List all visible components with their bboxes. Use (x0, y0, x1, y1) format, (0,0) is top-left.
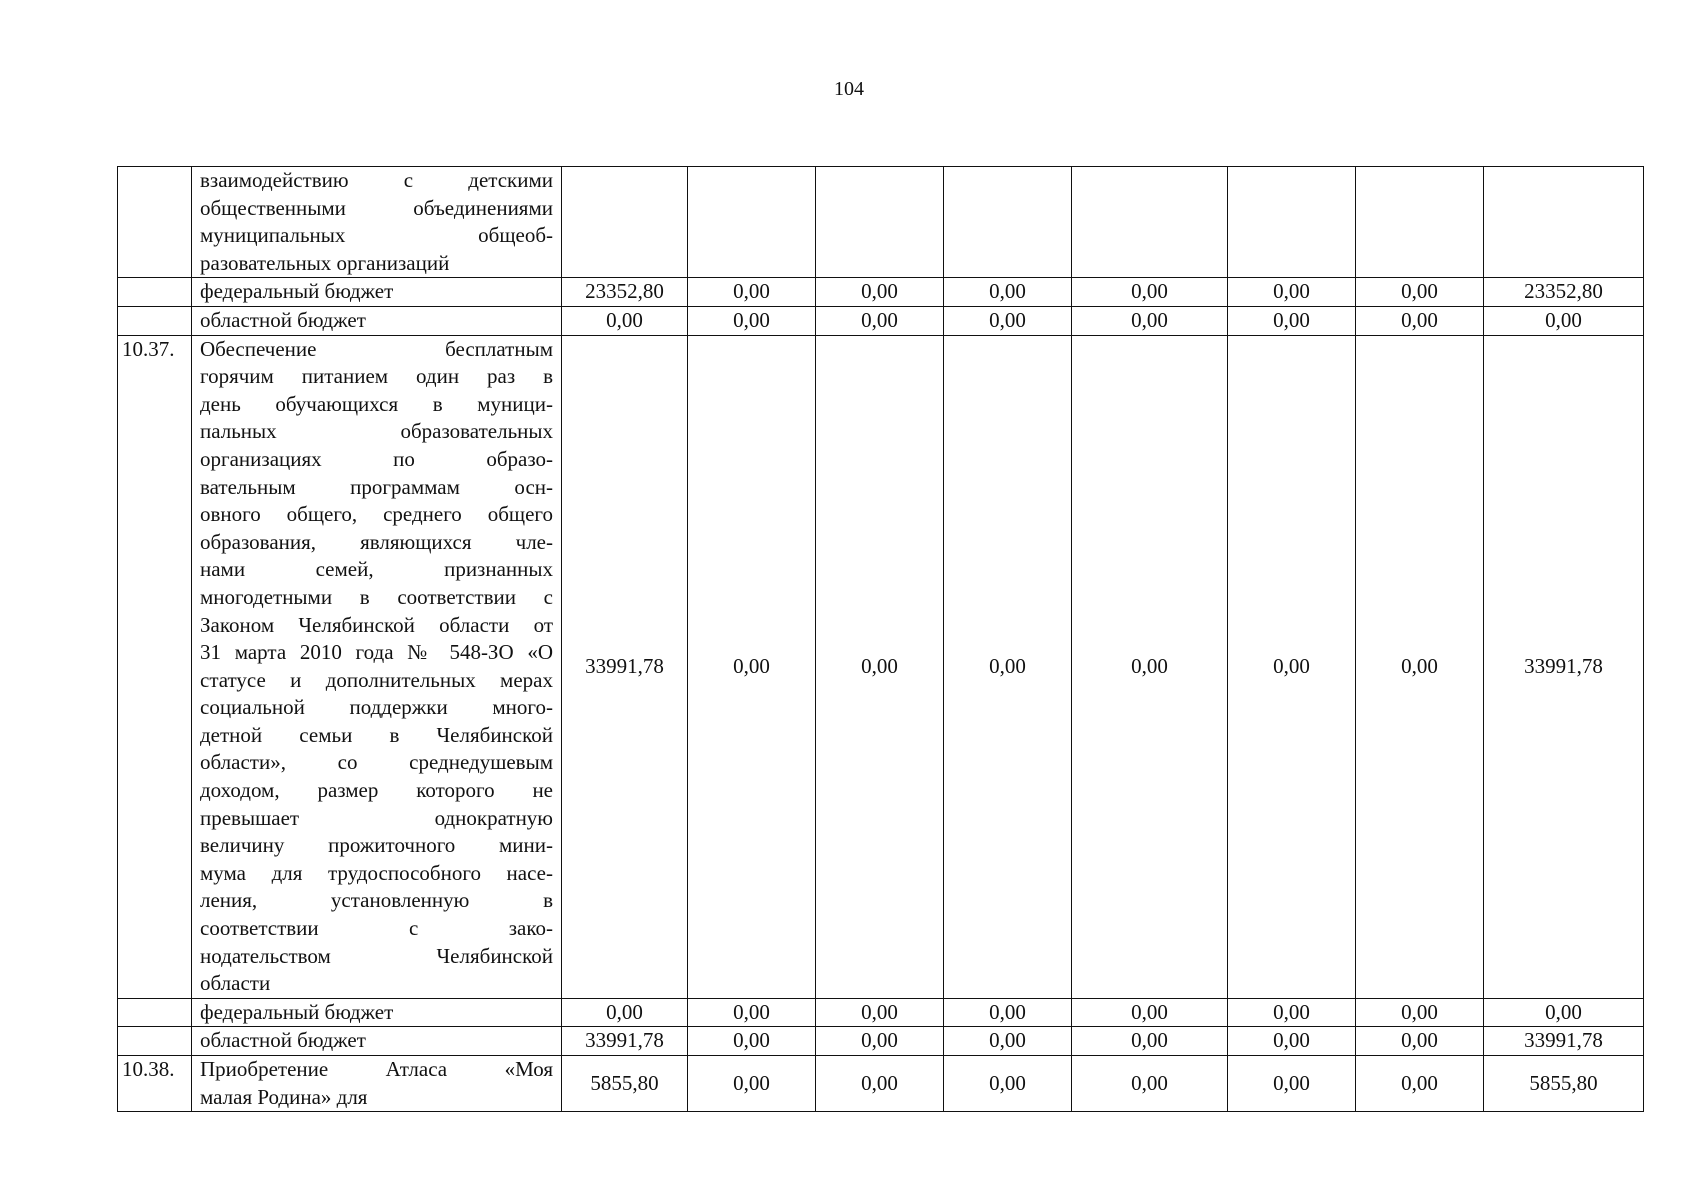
description-line: области», со среднедушевым (200, 750, 553, 775)
value-cell: 0,00 (1356, 278, 1484, 307)
item-number-cell (118, 167, 192, 278)
description-line: разовательных организаций (200, 250, 450, 275)
description-line: социальной поддержки много- (200, 695, 553, 720)
value-cell: 0,00 (1356, 998, 1484, 1027)
description-line: образования, являющихся чле- (200, 529, 553, 554)
description-line: взаимодействию с детскими (200, 168, 553, 192)
value-cell: 0,00 (1356, 306, 1484, 335)
value-cell: 0,00 (1072, 1056, 1228, 1112)
description-line: организациях по образо- (200, 446, 553, 471)
value-cell: 0,00 (1072, 998, 1228, 1027)
value-cell (1484, 167, 1644, 278)
description-line: детной семьи в Челябинской (200, 722, 553, 747)
value-cell: 0,00 (944, 306, 1072, 335)
table-row (118, 167, 1644, 278)
value-cell: 0,00 (688, 306, 816, 335)
description-line: Обеспечение бесплатным (200, 336, 553, 361)
table-row (118, 306, 1644, 335)
value-cell (1228, 167, 1356, 278)
budget-source-label: федеральный бюджет (192, 278, 562, 307)
value-cell: 0,00 (688, 335, 816, 998)
description-line: ления, установленную в (200, 888, 553, 913)
value-cell: 0,00 (688, 998, 816, 1027)
description-line: многодетными в соответствии с (200, 584, 553, 609)
description-line: мума для трудоспособного насе- (200, 860, 553, 885)
value-cell: 0,00 (944, 1056, 1072, 1112)
value-cell: 0,00 (816, 335, 944, 998)
value-cell: 0,00 (1072, 278, 1228, 307)
value-cell: 0,00 (1072, 335, 1228, 998)
value-cell: 0,00 (1228, 1056, 1356, 1112)
value-cell: 23352,80 (1484, 278, 1644, 307)
table-row (118, 278, 1644, 307)
budget-source-label: областной бюджет (192, 306, 562, 335)
description-line: пальных образовательных (200, 419, 553, 444)
value-cell: 0,00 (1228, 278, 1356, 307)
budget-source-label: областной бюджет (192, 1027, 562, 1056)
table-row (118, 335, 1644, 998)
value-cell: 0,00 (816, 1056, 944, 1112)
value-cell: 33991,78 (562, 335, 688, 998)
item-number-cell (118, 306, 192, 335)
description-cell (192, 1056, 562, 1112)
value-cell: 0,00 (562, 306, 688, 335)
value-cell: 0,00 (1072, 1027, 1228, 1056)
value-cell: 0,00 (1072, 306, 1228, 335)
table-row (118, 1027, 1644, 1056)
value-cell: 5855,80 (1484, 1056, 1644, 1112)
description-line: горячим питанием один раз в (200, 364, 553, 389)
value-cell: 0,00 (816, 1027, 944, 1056)
item-number-cell (118, 1027, 192, 1056)
value-cell: 33991,78 (562, 1027, 688, 1056)
page-number: 104 (834, 78, 864, 100)
value-cell: 5855,80 (562, 1056, 688, 1112)
value-cell: 0,00 (1356, 1027, 1484, 1056)
value-cell: 0,00 (562, 998, 688, 1027)
description-line: муниципальных общеоб- (200, 223, 553, 248)
value-cell: 0,00 (944, 278, 1072, 307)
value-cell: 23352,80 (562, 278, 688, 307)
value-cell (944, 167, 1072, 278)
value-cell (816, 167, 944, 278)
description-line: нодательством Челябинской (200, 943, 553, 968)
description-line: вательным программам осн- (200, 474, 553, 499)
value-cell: 0,00 (1228, 1027, 1356, 1056)
budget-table (117, 166, 1644, 1112)
description-line: соответствии с зако- (200, 916, 553, 941)
table-row (118, 1056, 1644, 1112)
value-cell: 33991,78 (1484, 335, 1644, 998)
value-cell (1356, 167, 1484, 278)
budget-source-label: федеральный бюджет (192, 998, 562, 1027)
table-row (118, 998, 1644, 1027)
item-number-cell: 10.37. (118, 335, 192, 998)
description-cell (192, 335, 562, 998)
description-line: день обучающихся в муници- (200, 391, 553, 416)
description-line: Законом Челябинской области от (200, 612, 553, 637)
description-line: общественными объединениями (200, 195, 553, 220)
value-cell (562, 167, 688, 278)
value-cell: 0,00 (944, 998, 1072, 1027)
value-cell: 0,00 (816, 998, 944, 1027)
value-cell: 0,00 (816, 278, 944, 307)
value-cell: 0,00 (1484, 998, 1644, 1027)
item-number-cell (118, 278, 192, 307)
description-line: области (200, 971, 271, 996)
value-cell: 0,00 (944, 1027, 1072, 1056)
value-cell (688, 167, 816, 278)
description-line: статусе и дополнительных мерах (200, 667, 553, 692)
table-body (118, 167, 1644, 1112)
item-number-cell: 10.38. (118, 1056, 192, 1112)
description-line: нами семей, признанных (200, 557, 553, 582)
description-line: овного общего, среднего общего (200, 502, 553, 527)
value-cell: 0,00 (1356, 335, 1484, 998)
description-line: малая Родина» для (200, 1084, 368, 1109)
value-cell: 0,00 (688, 1056, 816, 1112)
value-cell: 0,00 (1228, 335, 1356, 998)
description-line: Приобретение Атласа «Моя (200, 1057, 553, 1081)
value-cell: 0,00 (1228, 306, 1356, 335)
value-cell: 33991,78 (1484, 1027, 1644, 1056)
value-cell: 0,00 (688, 278, 816, 307)
value-cell: 0,00 (688, 1027, 816, 1056)
description-cell (192, 167, 562, 278)
description-line: величину прожиточного мини- (200, 833, 553, 858)
description-line: доходом, размер которого не (200, 778, 553, 803)
value-cell: 0,00 (944, 335, 1072, 998)
value-cell: 0,00 (816, 306, 944, 335)
description-line: 31 марта 2010 года № 548-ЗО «О (200, 640, 553, 665)
value-cell: 0,00 (1228, 998, 1356, 1027)
value-cell (1072, 167, 1228, 278)
description-line: превышает однократную (200, 805, 553, 830)
item-number-cell (118, 998, 192, 1027)
value-cell: 0,00 (1484, 306, 1644, 335)
value-cell: 0,00 (1356, 1056, 1484, 1112)
